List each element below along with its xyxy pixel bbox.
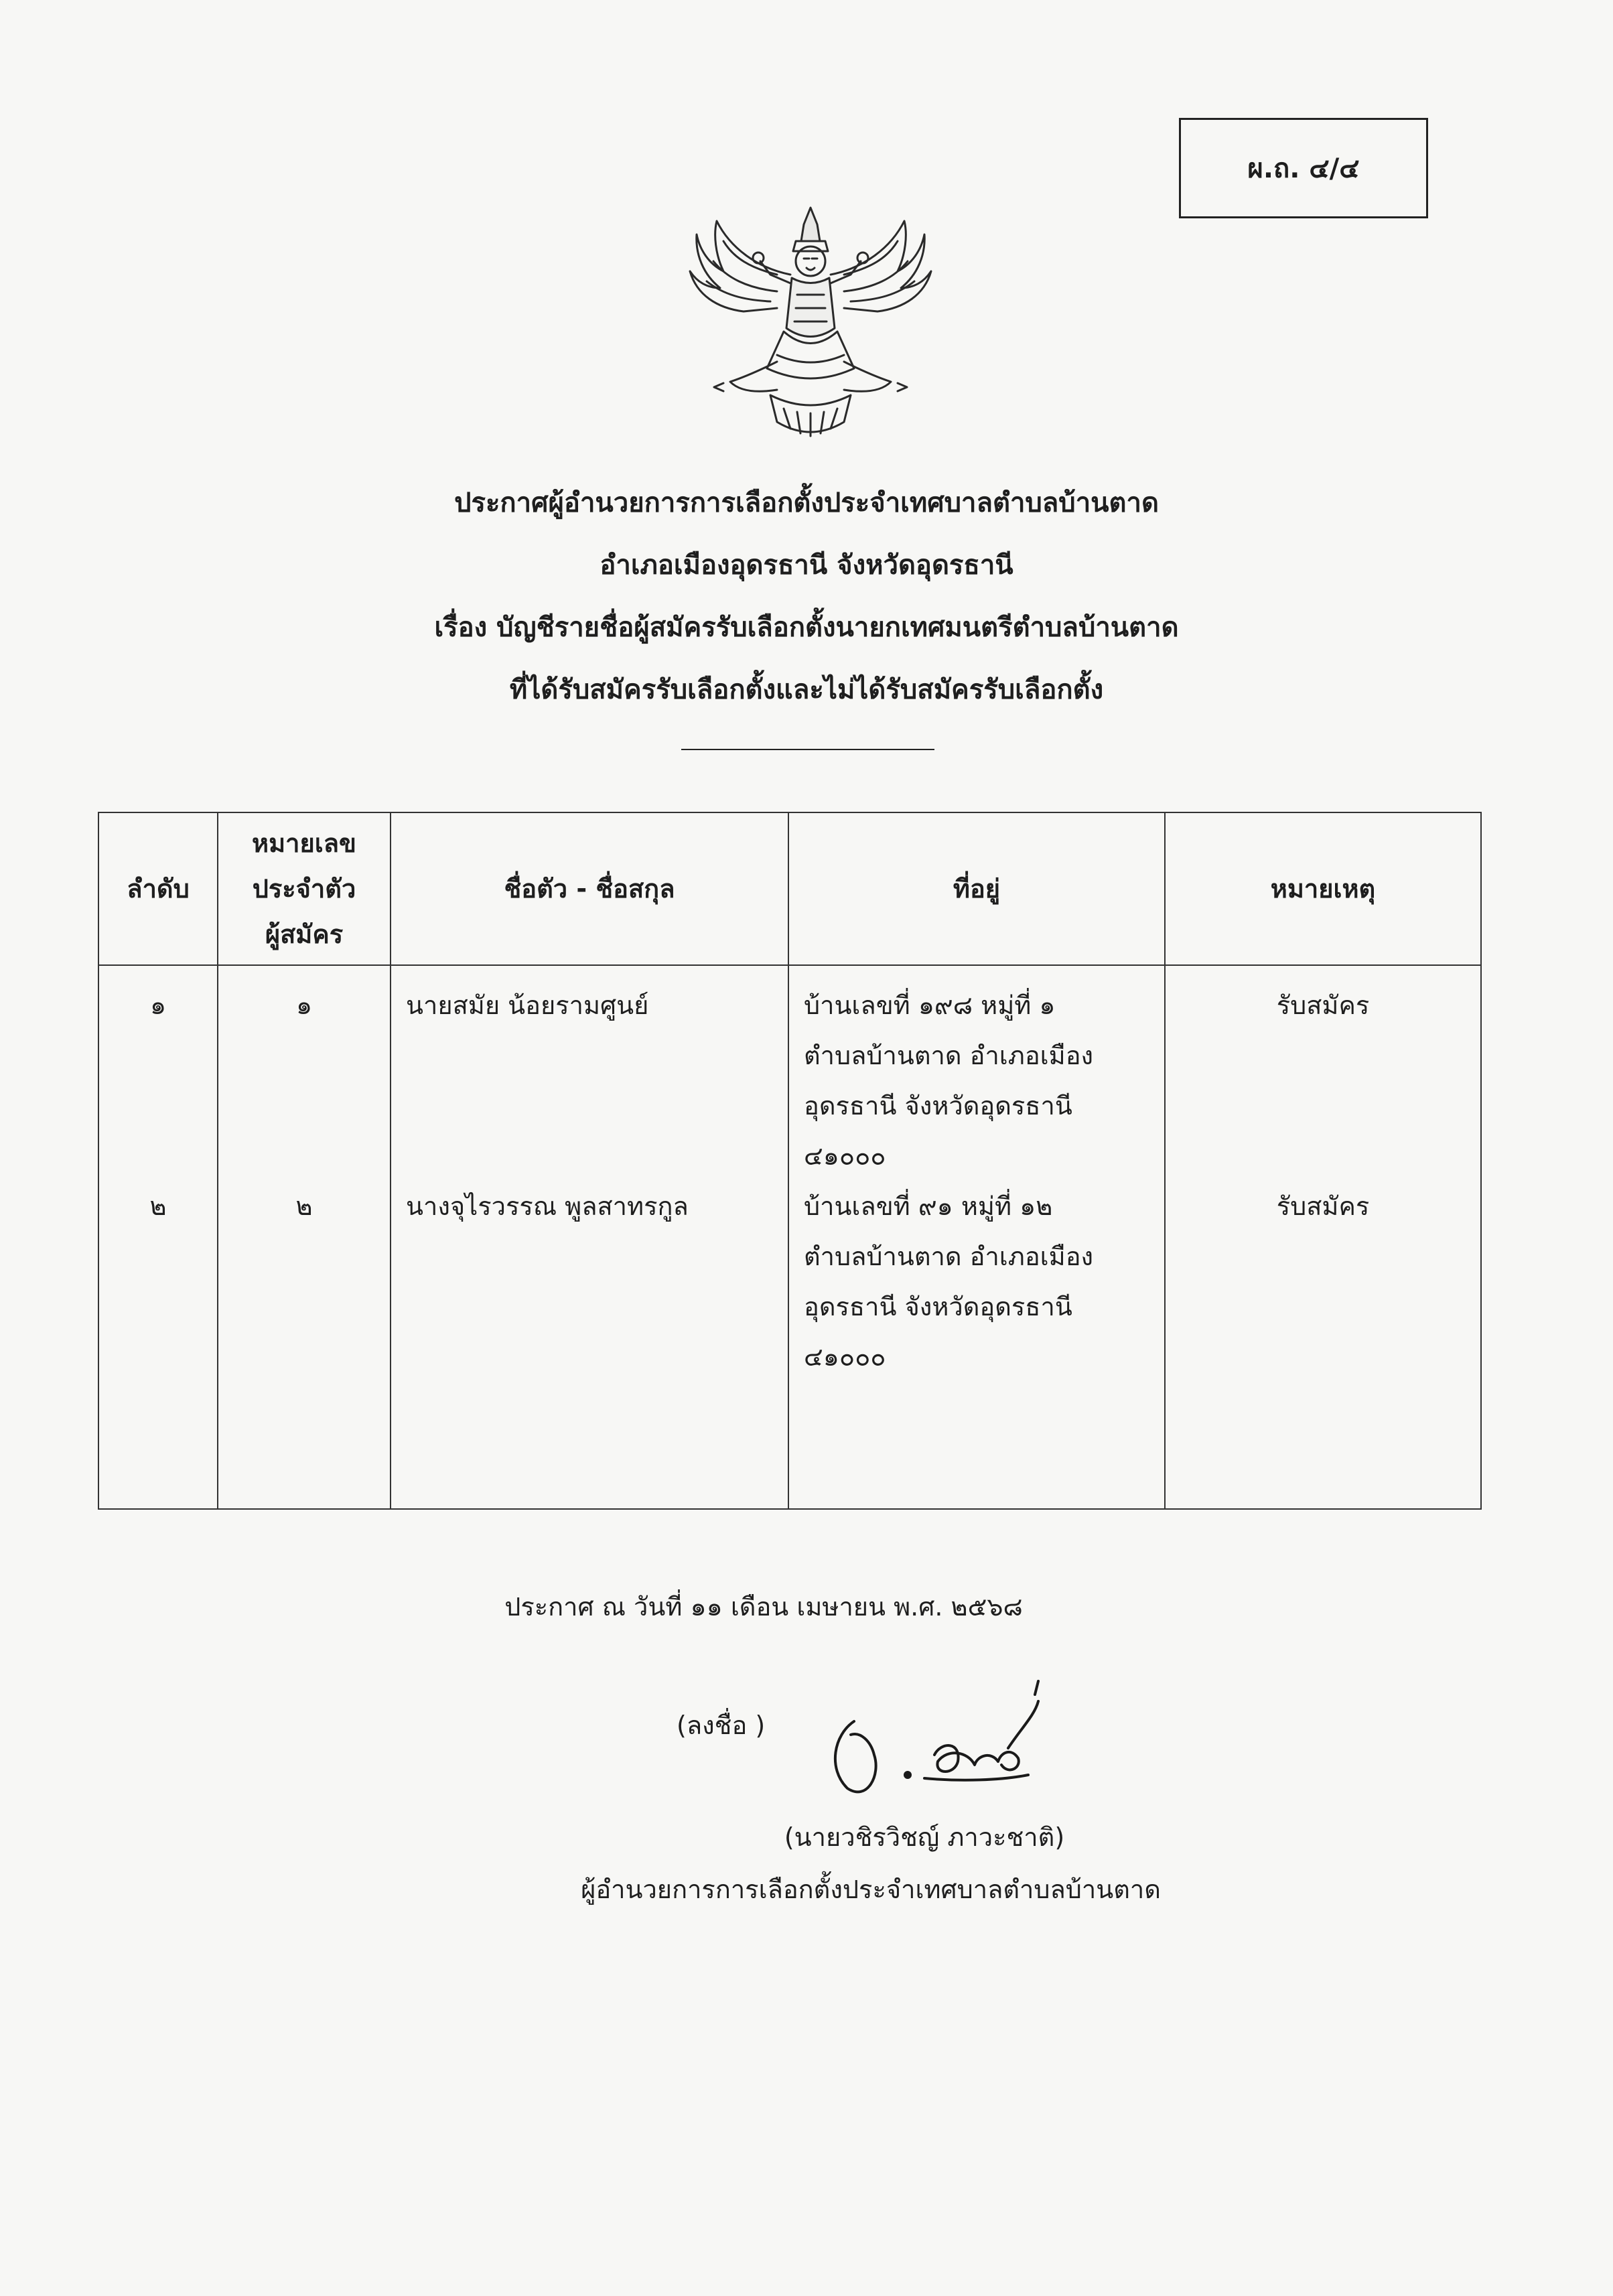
row-1-number: ๑	[295, 991, 313, 1020]
header-number-line-3: ผู้สมัคร	[265, 920, 344, 949]
handwritten-signature-icon	[807, 1674, 1075, 1808]
remark-column	[1165, 965, 1481, 1509]
title-line-3: เรื่อง บัญชีรายชื่อผู้สมัครรับเลือกตั้งนายกเทศมนตรีตำบลบ้านตาด	[434, 612, 1179, 643]
name-column	[391, 965, 788, 1509]
order-column	[98, 965, 218, 1509]
row-2-name: นางจุไรวรรณ พูลสาทรกูล	[406, 1192, 689, 1221]
announcement-date: ประกาศ ณ วันที่ ๑๑ เดือน เมษายน พ.ศ. ๒๕๖๘	[504, 1592, 1023, 1622]
row-2-address-line-2: ตำบลบ้านตาด อำเภอเมือง	[804, 1242, 1094, 1271]
announcement-title	[201, 472, 1412, 721]
row-1-order: ๑	[149, 991, 167, 1020]
row-2-address-line-4: ๔๑๐๐๐	[804, 1342, 886, 1372]
title-line-4: ที่ได้รับสมัครรับเลือกตั้งและไม่ได้รับสมัครรับเลือกตั้ง	[509, 674, 1104, 705]
header-remark: หมายเหตุ	[1165, 812, 1481, 965]
row-2-address-line-1: บ้านเลขที่ ๙๑ หมู่ที่ ๑๒	[804, 1192, 1053, 1221]
header-order: ลำดับ	[98, 812, 218, 965]
title-line-2: อำเภอเมืองอุดรธานี จังหวัดอุดรธานี	[600, 550, 1013, 581]
signer-name: (นายวชิรวิชญ์ ภาวะชาติ)	[784, 1822, 1065, 1852]
table-header-row	[98, 812, 1481, 965]
header-name: ชื่อตัว - ชื่อสกุล	[391, 812, 788, 965]
table-body-row	[98, 965, 1481, 1509]
signature-prefix: (ลงชื่อ )	[677, 1711, 766, 1740]
row-2-remark: รับสมัคร	[1276, 1192, 1370, 1221]
row-2-order: ๒	[149, 1192, 167, 1221]
header-address: ที่อยู่	[788, 812, 1165, 965]
row-1-address-line-4: ๔๑๐๐๐	[804, 1141, 886, 1171]
header-candidate-number	[218, 812, 391, 965]
header-number-line-1: หมายเลข	[252, 829, 356, 858]
row-2-address-line-3: อุดรธานี จังหวัดอุดรธานี	[804, 1292, 1072, 1321]
row-1-address-line-1: บ้านเลขที่ ๑๙๘ หมู่ที่ ๑	[804, 991, 1056, 1020]
header-number-line-2: ประจำตัว	[252, 874, 356, 904]
row-2-number: ๒	[295, 1192, 313, 1221]
form-code-box	[1179, 118, 1428, 218]
garuda-emblem-icon	[677, 194, 944, 455]
form-code: ผ.ถ. ๔/๔	[1247, 153, 1360, 184]
row-1-address	[789, 981, 1164, 1181]
row-1-address-line-3: อุดรธานี จังหวัดอุดรธานี	[804, 1091, 1072, 1121]
row-1-name: นายสมัย น้อยรามศูนย์	[406, 991, 649, 1020]
signer-title: ผู้อำนวยการการเลือกตั้งประจำเทศบาลตำบลบ้านตาด	[581, 1875, 1161, 1904]
candidate-table	[98, 812, 1482, 1510]
number-column	[218, 965, 391, 1509]
row-1-address-line-2: ตำบลบ้านตาด อำเภอเมือง	[804, 1041, 1094, 1070]
row-1-remark: รับสมัคร	[1276, 991, 1370, 1020]
row-2-address	[789, 1181, 1164, 1382]
address-column	[788, 965, 1165, 1509]
title-line-1: ประกาศผู้อำนวยการการเลือกตั้งประจำเทศบาลตำบลบ้านตาด	[454, 488, 1159, 518]
title-divider	[681, 749, 934, 750]
